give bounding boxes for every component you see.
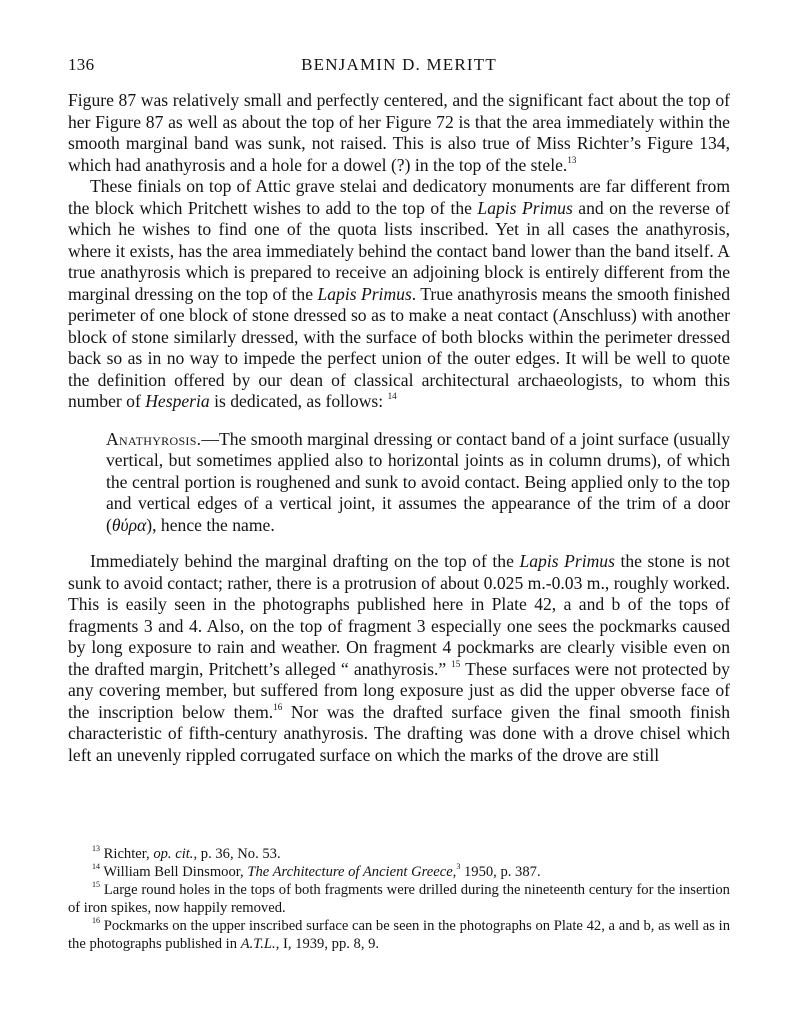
italic-run: Hesperia xyxy=(145,391,210,411)
text-run: William Bell Dinsmoor, xyxy=(103,864,248,880)
text-run: Richter, xyxy=(103,846,154,862)
body-text xyxy=(68,90,730,766)
italic-run: op. cit. xyxy=(153,846,194,862)
text-run: Immediately behind the marginal drafting on the top of the xyxy=(90,551,520,571)
italic-run: Lapis Primus xyxy=(519,551,615,571)
edition-superscript: 3 xyxy=(456,862,461,872)
footnote xyxy=(68,917,730,953)
footnote-number: 14 xyxy=(92,862,100,872)
footnote-number: 13 xyxy=(92,844,100,854)
text-run: and on the reverse of which he wishes to find one of the quota lists inscribed. Yet in all cases the anathyrosis, where it exists, has the area immediately behind the contact band lower than the band itself. A true anathyrosis which is prepared to receive an adjoining block is entirely different from the marginal dressing on the top of the xyxy=(68,197,731,304)
running-head: BENJAMIN D. MERITT xyxy=(301,55,497,74)
footnote-ref: 15 xyxy=(451,658,461,669)
footnote: $^{14}$ William Bell Dinsmoor, The Architecture of Ancient Greece,$^3$ 1950, p. 387. xyxy=(92,862,541,880)
paragraph xyxy=(68,551,730,766)
footnote-number: 15 xyxy=(92,880,100,890)
text-run: . True anathyrosis means the smooth finished perimeter of one block of stone dressed so as to make a neat contact (Anschluss) with another block of stone similarly dressed, with the surface of both blocks within the perimeter dressed back so as in no way to impede the perfect union of the outer edges. It will be well to quote the definition offered by our dean of classical architectural archaeologists, to whom this number of xyxy=(68,283,730,411)
footnote-ref: 16 xyxy=(273,701,283,712)
footnotes xyxy=(68,845,730,953)
page-header xyxy=(68,55,730,79)
text-run: Large round holes in the tops of both fragments were drilled during the nineteenth century for the insertion of iron spikes, now happily removed. xyxy=(68,882,730,916)
text-run: , p. 36, No. 53. xyxy=(193,846,281,862)
text-run: the stone is not sunk to avoid contact; rather, there is a protrusion of about 0.025 m.-0.03 m., roughly worked. This is easily seen in the photographs published here in Plate 42, a and b of the tops of fragments 3 and 4. Also, on the top of fragment 3 especially one sees the pockmarks caused by long exposure to rain and weather. On fragment 4 pockmarks are clearly visible even on the drafted margin, Pritchett’s alleged “ anathyrosis.” xyxy=(68,551,730,679)
footnote xyxy=(68,881,730,917)
footnote-ref: 13 xyxy=(567,154,577,165)
italic-run: A.T.L. xyxy=(240,936,276,952)
greek-word: θύρα xyxy=(111,514,147,535)
quote-term: Anathyrosis. xyxy=(106,428,202,449)
paragraph xyxy=(68,176,730,413)
footnote xyxy=(68,845,730,863)
italic-run: Lapis Primus xyxy=(477,197,573,218)
text-run: 1950, p. 387. xyxy=(460,864,541,880)
footnote-ref: 14 xyxy=(387,391,397,402)
paragraph-continued xyxy=(68,90,730,176)
text-run: is dedicated, as follows: xyxy=(209,391,384,411)
italic-run: Lapis Primus xyxy=(317,283,412,304)
text-run: Figure 87 was relatively small and perfectly centered, and the significant fact about the top of her Figure 87 as well as about the top of her Figure 72 is that the area immediately within the smooth marginal band was sunk, not raised. This is also true of Miss Richter’s Figure 134, which had anathyrosis and a hole for a dowel (?) in the top of the stele. xyxy=(68,90,730,175)
text-run: ), hence the name. xyxy=(146,514,275,535)
footnote-number: 16 xyxy=(92,916,100,926)
page-number: 136 xyxy=(68,55,95,74)
block-quote xyxy=(106,429,730,537)
italic-run: The Architecture of Ancient Greece xyxy=(247,864,453,880)
text-run: Pockmarks on the upper inscribed surface can be seen in the photographs on Plate 42, a and b, as well as in the photographs published in xyxy=(68,918,730,952)
text-run: —The smooth marginal dressing or contact band of a joint surface (usually vertical, but sometimes applied also to horizontal joints as in column drums), of which the central portion is roughened and sunk to avoid contact. Being applied only to the top and vertical edges of a vertical joint, it assumes the appearance of the trim of a door ( xyxy=(106,428,730,535)
text-run: These finials on top of Attic grave stelai and dedicatory monuments are far different from the block which Pritchett wishes to add to the top of the xyxy=(68,176,730,218)
text-run: Nor was the drafted surface given the final smooth finish characteristic of fifth-century anathyrosis. The drafting was done with a drove chisel which left an unevenly rippled corrugated surface on which the marks of the drove are still xyxy=(68,701,730,765)
text-run: These surfaces were not protected by any covering member, but suffered from long exposure just as did the upper obverse face of the inscription below them. xyxy=(68,658,730,722)
text-run: , I, 1939, pp. 8, 9. xyxy=(275,936,380,952)
